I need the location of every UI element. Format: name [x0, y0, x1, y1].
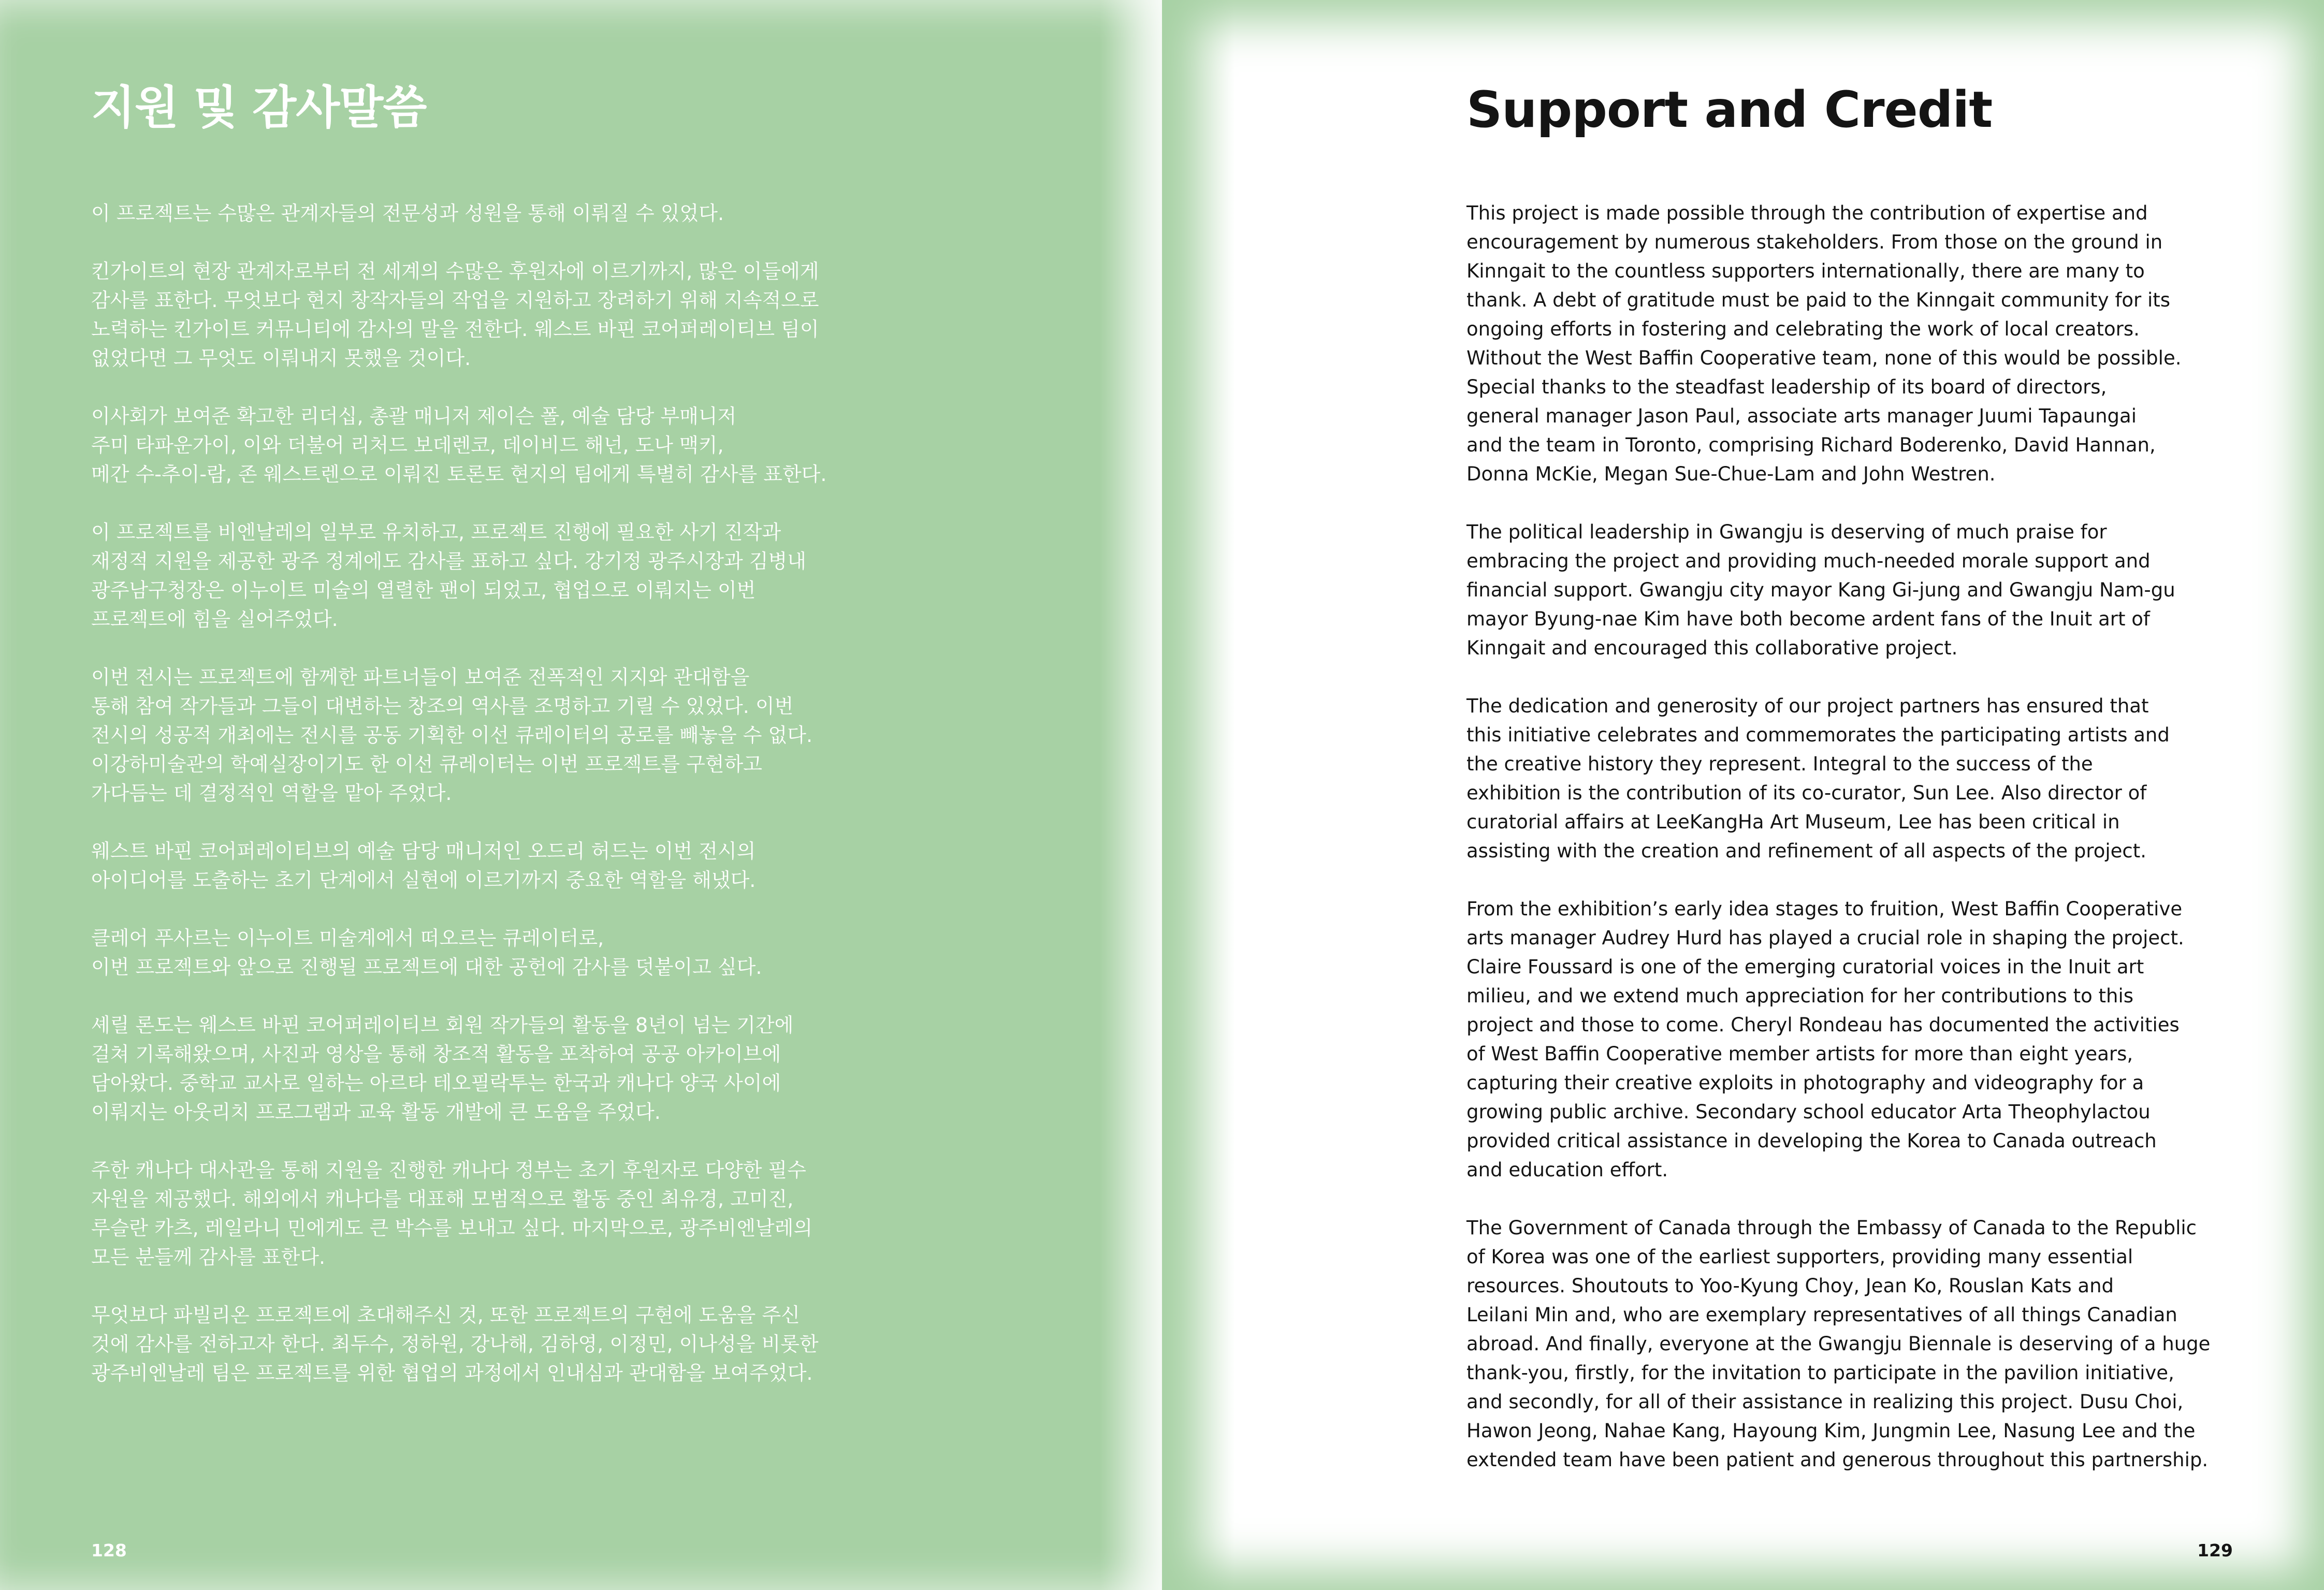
- paragraph: The Government of Canada through the Embassy of Canada to the Republic of Korea was one of the earliest supporters, providing many essential resources. Shoutouts to Yoo-Kyung Choy, Jean Ko, Rouslan Kats and Leilani Min and, who are exemplary representatives of all things Canadian abroad. And finally, everyone at the Gwangju Biennale is deserving of a huge thank-you, firstly, for the invitation to participate in the pavilion initiative, and secondly, for all of their assistance in realizing this project. Dusu Choi, Hawon Jeong, Nahae Kang, Hayoung Kim, Jungmin Lee, Nasung Lee and the extended team have been patient and generous throughout this partnership.: [1466, 1217, 2211, 1471]
- page-number-left: 128: [91, 1540, 127, 1560]
- paragraph: 셰릴 론도는 웨스트 바핀 코어퍼레이티브 회원 작가들의 활동을 8년이 넘는 기간에 걸쳐 기록해왔으며, 사진과 영상을 통해 창조적 활동을 포착하여 공공 아카이브에 담아왔다. 중학교 교사로 일하는 아르타 테오필락투는 한국과 캐나다 양국 사이에 이뤄지는 아웃리치 프로그램과 교육 활동 개발에 큰 도움을 주었다.: [91, 1014, 794, 1124]
- paragraph: 킨가이트의 현장 관계자로부터 전 세계의 수많은 후원자에 이르기까지, 많은 이들에게 감사를 표한다. 무엇보다 현지 창작자들의 작업을 지원하고 장려하기 위해 지속적으로 노력하는 킨가이트 커뮤니티에 감사의 말을 전한다. 웨스트 바핀 코어퍼레이티브 팀이 없었다면 그 무엇도 이뤄내지 못했을 것이다.: [91, 260, 819, 370]
- paragraph: 클레어 푸사르는 이누이트 미술계에서 떠오르는 큐레이터로, 이번 프로젝트와 앞으로 진행될 프로젝트에 대한 공헌에 감사를 덧붙이고 싶다.: [91, 927, 762, 979]
- paragraph: 주한 캐나다 대사관을 통해 지원을 진행한 캐나다 정부는 초기 후원자로 다양한 필수 자원을 제공했다. 해외에서 캐나다를 대표해 모범적으로 활동 중인 최유경, 고미진, 루슬란 카츠, 레일라니 민에게도 큰 박수를 보내고 싶다. 마지막으로, 광주비엔날레의 모든 분들께 감사를 표한다.: [91, 1159, 813, 1268]
- paragraph: This project is made possible through the contribution of expertise and encouragement by numerous stakeholders. From those on the ground in Kinngait to the countless supporters internationally, there are many to thank. A debt of gratitude must be paid to the Kinngait community for its ongoing efforts in fostering and celebrating the work of local creators. Without the West Baffin Cooperative team, none of this would be possible. Special thanks to the steadfast leadership of its board of directors, general manager Jason Paul, associate arts manager Juumi Tapaungai and the team in Toronto, comprising Richard Boderenko, David Hannan, Donna McKie, Megan Sue-Chue-Lam and John Westren.: [1466, 202, 2182, 485]
- body-text-english: [1466, 199, 2228, 1504]
- paragraph: 이 프로젝트는 수많은 관계자들의 전문성과 성원을 통해 이뤄질 수 있었다.: [91, 202, 724, 225]
- paragraph: 이 프로젝트를 비엔날레의 일부로 유치하고, 프로젝트 진행에 필요한 사기 진작과 재정적 지원을 제공한 광주 정계에도 감사를 표하고 싶다. 강기정 광주시장과 김병내 광주남구청장은 이누이트 미술의 열렬한 팬이 되었고, 협업으로 이뤄지는 이번 프로젝트에 힘을 실어주었다.: [91, 521, 806, 631]
- paragraph: 무엇보다 파빌리온 프로젝트에 초대해주신 것, 또한 프로젝트의 구현에 도움을 주신 것에 감사를 전하고자 한다. 최두수, 정하원, 강나해, 김하영, 이정민, 이나성을 비롯한 광주비엔날레 팀은 프로젝트를 위한 협업의 과정에서 인내심과 관대함을 보여주었다.: [91, 1304, 819, 1384]
- page-number-right: 129: [2197, 1540, 2233, 1560]
- paragraph: The dedication and generosity of our project partners has ensured that this initiative celebrates and commemorates the participating artists and the creative history they represent. Integral to the success of the exhibition is the contribution of its co-curator, Sun Lee. Also director of curatorial affairs at LeeKangHa Art Museum, Lee has been critical in assisting with the creation and refinement of all aspects of the project.: [1466, 695, 2170, 862]
- page-title-english: Support and Credit: [1466, 81, 1993, 139]
- body-text-korean: [91, 199, 863, 1417]
- right-page: [1162, 0, 2324, 1590]
- paragraph: 이사회가 보여준 확고한 리더십, 총괄 매니저 제이슨 폴, 예술 담당 부매니저 주미 타파운가이, 이와 더불어 리처드 보데렌코, 데이비드 해넌, 도나 맥키, 메간 수-추이-람, 존 웨스트렌으로 이뤄진 토론토 현지의 팀에게 특별히 감사를 표한다.: [91, 405, 827, 486]
- page-title-korean: 지원 및 감사말씀: [91, 81, 427, 134]
- paragraph: From the exhibition’s early idea stages to fruition, West Baffin Cooperative arts manager Audrey Hurd has played a crucial role in shaping the project. Claire Foussard is one of the emerging curatorial voices in the Inuit art milieu, and we extend much appreciation for her contributions to this project and those to come. Cheryl Rondeau has documented the activities of West Baffin Cooperative member artists for more than eight years, capturing their creative exploits in photography and videography for a growing public archive. Secondary school educator Arta Theophylactou provided critical assistance in developing the Korea to Canada outreach and education effort.: [1466, 898, 2184, 1181]
- paragraph: 웨스트 바핀 코어퍼레이티브의 예술 담당 매니저인 오드리 허드는 이번 전시의 아이디어를 도출하는 초기 단계에서 실현에 이르기까지 중요한 역할을 해냈다.: [91, 840, 756, 892]
- paragraph: 이번 전시는 프로젝트에 함께한 파트너들이 보여준 전폭적인 지지와 관대함을 통해 참여 작가들과 그들이 대변하는 창조의 역사를 조명하고 기릴 수 있었다. 이번 전시의 성공적 개최에는 전시를 공동 기획한 이선 큐레이터의 공로를 빼놓을 수 없다. 이강하미술관의 학예실장이기도 한 이선 큐레이터는 이번 프로젝트를 구현하고 가다듬는 데 결정적인 역할을 맡아 주었다.: [91, 666, 813, 805]
- paragraph: The political leadership in Gwangju is deserving of much praise for embracing the project and providing much-needed morale support and financial support. Gwangju city mayor Kang Gi-jung and Gwangju Nam-gu mayor Byung-nae Kim have both become ardent fans of the Inuit art of Kinngait and encouraged this collaborative project.: [1466, 521, 2175, 659]
